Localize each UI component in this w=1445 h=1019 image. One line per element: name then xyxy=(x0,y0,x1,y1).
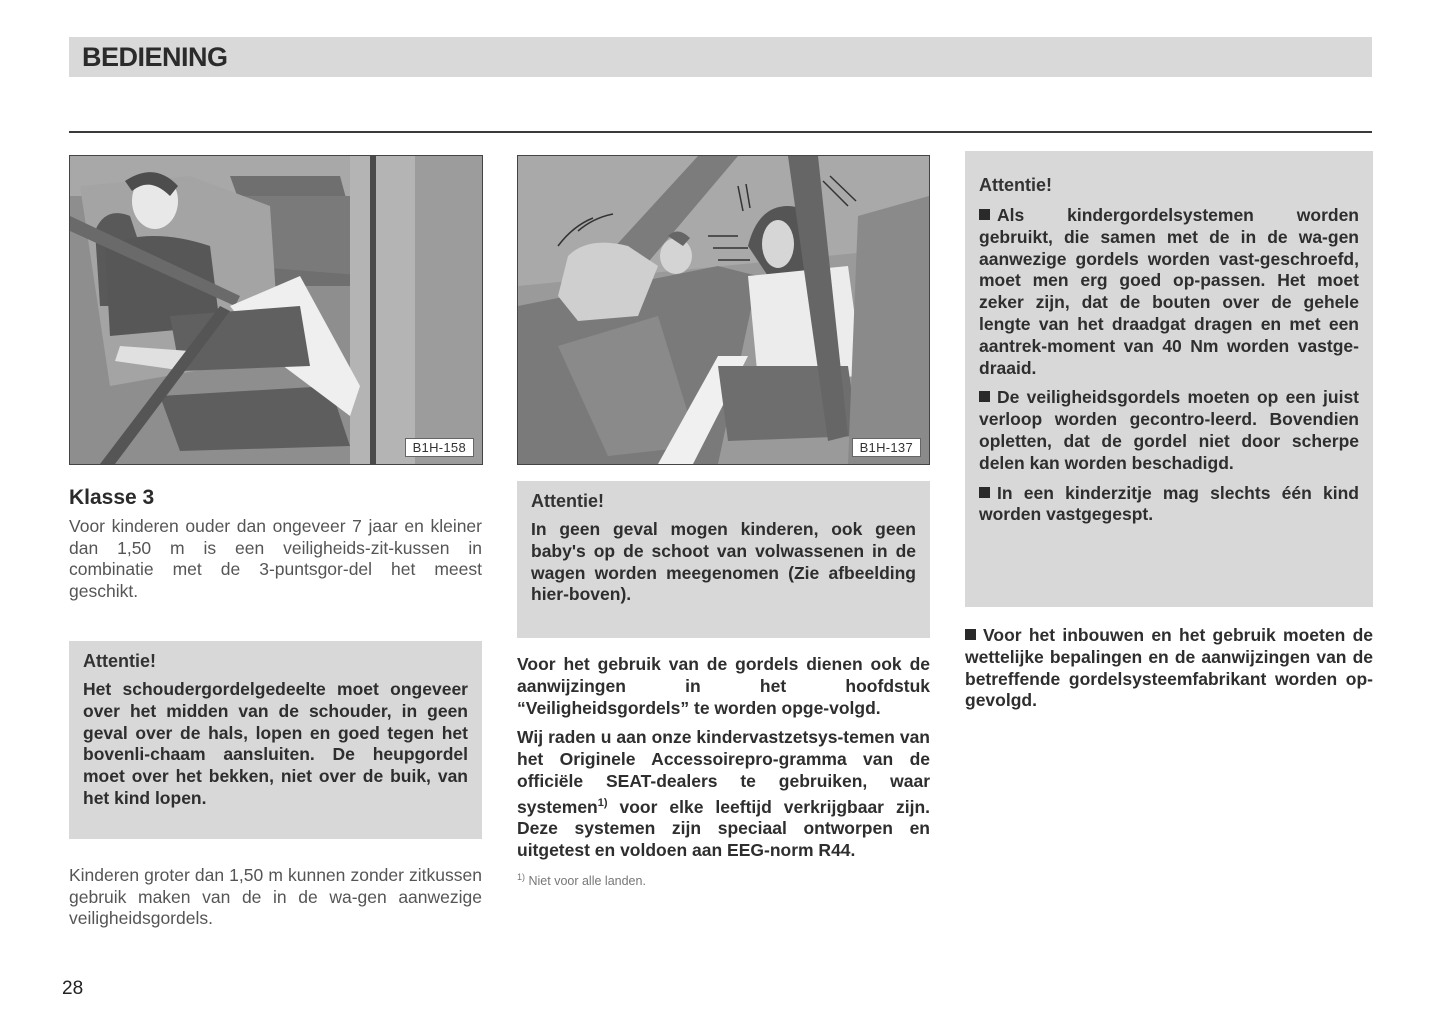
column-left xyxy=(69,486,482,602)
bullet-square-icon xyxy=(979,209,990,220)
figure-label: B1H-158 xyxy=(405,438,474,457)
header-divider xyxy=(69,131,1372,133)
warning-text: In geen geval mogen kinderen, ook geen baby's op de schoot van volwassenen in de wagen worden meegenomen (Zie afbeelding hier-boven). xyxy=(531,519,916,605)
footnote xyxy=(517,872,930,888)
section-header-band xyxy=(69,37,1372,77)
warning-box-right xyxy=(965,151,1373,607)
bullet-square-icon xyxy=(979,487,990,498)
warning-bullet-1: Als kindergordelsystemen worden gebruikt, die samen met de in de wa-gen aanwezige gordels worden vast-geschroefd, moet men erg goed op-passen. Het moet zeker zijn, dat de bouten over de gehele lengte van het draadgat dragen en met een aantrek-moment van 40 Nm worden vastge-draaid. xyxy=(979,205,1359,378)
outro-block xyxy=(69,865,482,930)
warning-text: Het schoudergordelgedeelte moet ongeveer over het midden van de schouder, in geen geval over de hals, lopen en goed tegen het bovenli-chaam aansluiten. De heupgordel moet over het bekken, niet over de buik, van het kind lopen. xyxy=(83,679,468,808)
warning-box-left xyxy=(69,641,482,839)
warning-title: Attentie! xyxy=(83,651,156,671)
warning-bullet-3: In een kinderzitje mag slechts één kind worden vastgegespt. xyxy=(979,482,1359,525)
figure-child-booster-seat xyxy=(69,155,483,465)
warning-title: Attentie! xyxy=(979,175,1052,195)
intro-paragraph: Voor kinderen ouder dan ongeveer 7 jaar en kleiner dan 1,50 m is een veiligheids-zit-kussen in combinatie met de 3-puntsgor-del het meest geschikt. xyxy=(69,516,482,601)
bullet-square-icon xyxy=(979,391,990,402)
warning-box-middle xyxy=(517,481,930,638)
figure-label: B1H-137 xyxy=(852,438,921,457)
outro-paragraph: Kinderen groter dan 1,50 m kunnen zonder zitkussen gebruik maken van de in de wa-gen aanwezige veiligheidsgordels. xyxy=(69,865,482,929)
footnote-ref: 1) xyxy=(597,796,608,809)
bullet-square-icon xyxy=(965,629,976,640)
figure-baby-on-lap xyxy=(517,155,930,465)
recommendation-paragraph xyxy=(517,727,930,862)
heading-klasse-3: Klasse 3 xyxy=(69,486,155,509)
child-booster-illustration xyxy=(70,156,482,464)
seatbelt-instructions-paragraph: Voor het gebruik van de gordels dienen ook de aanwijzingen in het hoofdstuk “Veiligheidsgordels” te worden opge-volgd. xyxy=(517,654,930,718)
warning-title: Attentie! xyxy=(531,491,604,511)
column-middle-text xyxy=(517,654,930,888)
footnote-text: Niet voor alle landen. xyxy=(525,874,646,889)
installation-paragraph: Voor het inbouwen en het gebruik moeten de wettelijke bepalingen en de aanwijzingen van de betreffende gordelsysteemfabrikant worden op-gevolgd. xyxy=(965,625,1373,711)
warning-bullet-2: De veiligheidsgordels moeten op een juist verloop worden gecontro-leerd. Bovendien opletten, dat de gordel niet door scherpe delen kan worden beschadigd. xyxy=(979,387,1359,473)
baby-on-lap-illustration xyxy=(518,156,929,464)
column-right-text xyxy=(965,625,1373,720)
footnote-mark: 1) xyxy=(517,872,526,882)
section-title: BEDIENING xyxy=(82,42,228,72)
page-number: 28 xyxy=(62,978,84,999)
recommendation-text-start: Wij raden u aan onze kindervastzetsys-temen van het Originele Accessoirepro-gramma van de officiële SEAT-dealers te gebruiken, waar systemen xyxy=(517,727,930,817)
recommendation-text-end: voor elke leeftijd verkrijgbaar zijn. Deze systemen zijn speciaal ontworpen en uitgetest en voldoen aan EEG-norm R44. xyxy=(517,796,930,861)
